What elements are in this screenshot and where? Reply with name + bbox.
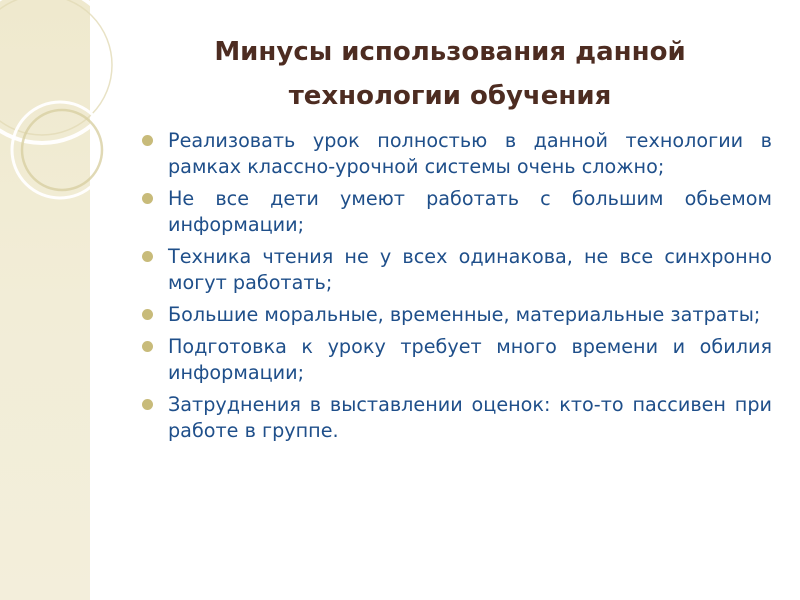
bullet-dot-icon — [142, 193, 153, 204]
bullet-dot-icon — [142, 341, 153, 352]
list-item — [138, 186, 772, 238]
list-item — [138, 392, 772, 444]
list-item — [138, 128, 772, 180]
list-item-text: Большие моральные, временные, материальные затраты; — [168, 303, 761, 326]
list-item-text: Не все дети умеют работать с большим обьемом информации; — [168, 187, 772, 236]
list-item — [138, 334, 772, 386]
bullet-dot-icon — [142, 309, 153, 320]
list-item — [138, 302, 772, 328]
list-item-text: Техника чтения не у всех одинакова, не все синхронно могут работать; — [168, 245, 772, 294]
bullet-list — [138, 128, 772, 450]
list-item — [138, 244, 772, 296]
bullet-dot-icon — [142, 135, 153, 146]
bullet-dot-icon — [142, 399, 153, 410]
list-item-text: Реализовать урок полностью в данной технологии в рамках классно-урочной системы очень сложно; — [168, 129, 772, 178]
list-item-text: Затруднения в выставлении оценок: кто-то пассивен при работе в группе. — [168, 393, 772, 442]
list-item-text: Подготовка к уроку требует много времени и обилия информации; — [168, 335, 772, 384]
bullet-dot-icon — [142, 251, 153, 262]
slide-title: Минусы использования данной технологии обучения — [214, 37, 686, 111]
ring-icon — [0, 0, 140, 600]
